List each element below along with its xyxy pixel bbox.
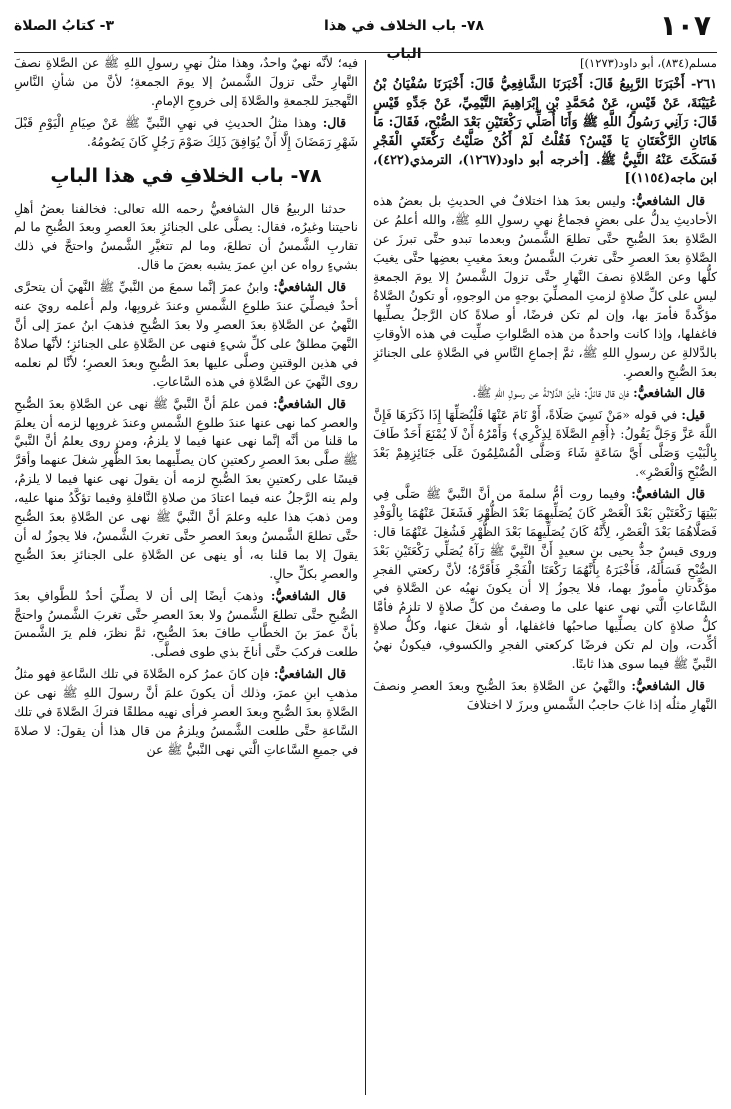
running-book-title: ٣- كتابُ الصلاة <box>14 18 115 34</box>
paragraph-text: وذهبَ أيضًا إلى أن لا يصلِّيَ أحدٌ للطَّوافِ بعدَ الصُّبحِ حتَّى تطلعَ الشَّمسُ ولا بعدَ العصرِ حتَّى تغربَ الشَّمسُ واحتجَّ بأنَّ عمرَ بنَ الخطَّابِ طافَ بعدَ الصُّبحِ، ثمَّ نظرَ، فلم يرَ الشَّمسَ طلعت فركبَ حتَّى أناخَ بذي طوى فصلَّى. <box>14 587 358 660</box>
speaker-label: قال الشافعيُّ: <box>273 395 346 411</box>
header-rule <box>14 52 717 53</box>
paragraph-text: حدثنا الربيعُ قال الشافعيُّ رحمه الله تعالى: فخالفنا بعضُ أهلِ ناحيتنا وغيرُه، فقال: يصلَّى على الجنائزِ بعدَ العصرِ وبعدَ الصُّبحِ ما لم تقاربِ الشَّمسُ أن تطلعَ، وما لم تتغيَّرِ الشَّمسُ واحتجَّ في ذلك بشيءٍ رواه عن ابنِ عمرَ يشبه بعضَ ما قال. <box>14 200 358 273</box>
paragraph <box>373 76 717 189</box>
paragraph <box>14 200 358 276</box>
right-column <box>373 54 717 1102</box>
paragraph <box>14 278 358 391</box>
page-header <box>14 6 717 62</box>
left-column-body <box>14 200 358 760</box>
paragraph-text: وابنُ عمرَ إنَّما سمعَ من النَّبيِّ ﷺ النَّهيَ أن يتحرَّى أحدٌ فيصلِّيَ عندَ طلوعِ الشَّمسِ وعندَ غروبِها، ولم أعلمه رويَ عنه النَّهيُ عن الصَّلاةِ بعدَ العصرِ ولا بعدَ الصُّبحِ فذهبَ ابنُ عمرَ إلى أنَّ النَّهيَ مطلقٌ على كلِّ شيءٍ فنهى عن الصَّلاةِ على الجنائزِ؛ لأنَّها صلاةٌ في هذين الوقتينِ وصلَّى عليها بعدَ الصُّبحِ وبعدَ العصرِ؛ لأنَّا لم نعلمه روى النَّهيَ عن الصَّلاةِ في هذه السَّاعاتِ. <box>14 279 358 389</box>
paragraph <box>373 406 717 482</box>
paragraph <box>14 665 358 760</box>
paragraph-text: وفيما روت أمُّ سلمةَ من أنَّ النَّبيَّ ﷺ صَلَّى فِي بَيْتِهَا رَكْعَتَيْنِ بَعْدَ الْعَصْرِ كَانَ يُصَلِّيهِمَا بَعْدَ الظُّهْرِ فَشَغَلَ عَنْهُمَا بِالْوَفْدِ فَصَلَّاهُمَا بَعْدَ الْعَصْرِ، لِأَنَّهُ كَانَ يُصَلِّيهِمَا بَعْدَ الظُّهْرِ فَشُغِلَ عَنْهُمَا قال: وروى قيسٌ جدُّ يحيى بنِ سعيدٍ أَنَّ النَّبِيَّ ﷺ رَآهُ يُصَلِّي رَكْعَتَيْنِ بَعْدَ الصُّبْحِ فَسَأَلَهُ، فَأَخْبَرَهُ بِأَنَّهُمَا رَكْعَتَا الْفَجْرِ فَأَقَرَّهُ؛ لأنَّ ركعتي الفجرِ مؤكَّدتانِ مأمورٌ بهما، فلا يجوزُ إلا أن يكونَ نهيُه عن الصَّلاةِ في السَّاعاتِ الَّتي نهى عنها على ما وصفتُ من كلِّ صلاةٍ لا تلزمُ فأمَّا كلُّ صلاةٍ كان يصلِّيها صاحبُها فاغفلها، أو شغلَ عنها، وكلُّ صلاةٍ أكِّدت، وإن لم تكن فرضًا كركعتي الفجرِ والكسوفِ، فيكونُ نهيُ النَّبيِّ ﷺ فيما سوى هذا ثابتًا. <box>373 485 717 672</box>
paragraph <box>373 677 717 715</box>
paragraph-text: ٢٦١- أَخْبَرَنَا الرَّبِيعُ قَالَ: أَخْبَرَنَا الشَّافِعِيُّ قَالَ: أَخْبَرَنَا سُفْيَانُ بْنُ عُيَيْنَةَ، عَنْ قَيْسٍ، عَنْ مُحَمَّدِ بْنِ إِبْرَاهِيمَ التَّيْمِيِّ، عَنْ جَدِّهِ قَيْسٍ قَالَ: رَآنِي رَسُولُ اللَّهِ ﷺ وَأَنَا أُصَلِّي رَكْعَتَيْنِ بَعْدَ الصُّبْحِ، فَقَالَ: مَا هَاتَانِ الرَّكْعَتَانِ يَا قَيْسُ؟ فَقُلْتُ لَمْ أَكُنْ صَلَّيْتُ رَكْعَتَيِ الْفَجْرِ فَسَكَتَ عَنْهُ النَّبِيُّ ﷺ. [أخرجه أبو داود(١٢٦٧)، الترمذي(٤٢٢)، ابن ماجه(١١٥٤)] <box>373 76 717 187</box>
paragraph-text: فإن قال قائلٌ: فأينَ الدَّلالةُ عن رسولِ اللهِ ﷺ. <box>472 385 634 401</box>
left-column-top <box>14 54 358 152</box>
paragraph-text: فإن كانَ عمرُ كره الصَّلاةَ في تلك السَّاعةِ فهو مثلُ مذهبِ ابنِ عمرَ، وذلك أن يكونَ علمَ أنَّ رسولَ اللهِ ﷺ نهى عن الصَّلاةِ بعدَ الصُّبحِ وبعدَ العصرِ فرأى نهيه مطلقًا فتركَ الصَّلاةَ في تلك السَّاعةِ حتَّى طلعت الشَّمسُ ويلزمُ من قال هذا أن يقولَ: لا صلاةَ في جميعِ السَّاعاتِ الَّتي نهى النَّبيُّ ﷺ عن <box>14 666 358 757</box>
paragraph-text: والنَّهيُ عن الصَّلاةِ بعدَ الصُّبحِ وبعدَ العصرِ ونصفَ النَّهارِ مثلُه إذا غابَ حاجبُ الشَّمسِ وبرزَ لا اختلافَ <box>373 678 717 712</box>
paragraph <box>14 114 358 152</box>
speaker-label: قال الشافعيُّ: <box>270 587 346 603</box>
paragraph <box>373 54 717 73</box>
left-column <box>14 54 358 1102</box>
paragraph <box>373 485 717 674</box>
speaker-label: قال: <box>322 114 346 130</box>
running-chapter-title: ٧٨- باب الخلاف في هذا الباب <box>324 18 484 62</box>
speaker-label: قال الشافعيُّ: <box>631 678 705 693</box>
speaker-label: قال الشافعيُّ: <box>631 193 705 209</box>
speaker-label: قال الشافعيُّ: <box>273 666 346 682</box>
page-number: ١٠٧ <box>659 9 711 42</box>
section-heading: ٧٨- باب الخلافِ في هذا البابِ <box>50 164 322 187</box>
paragraph-text: في قوله «مَنْ نَسِيَ صَلَاةً، أَوْ نَامَ عَنْهَا فَلْيُصَلِّهَا إِذَا ذَكَرَهَا فَإِنَّ اللَّهَ عَزَّ وَجَلَّ يَقُولُ: ﴿أَقِمِ الصَّلَاةَ لِذِكْرِي﴾ وَأَمْرُهُ أَنْ لَا يُمْنَعَ أَحَدٌ طَافَ بِالْبَيْتِ وَصَلَّى أَيَّ سَاعَةٍ شَاءَ وَصَلَّى الْمُسْلِمُونَ عَلَى جَنَائِزِهِمْ بَعْدَ الصُّبْحِ وَالْعَصْرِ». <box>373 407 717 480</box>
paragraph-text: وهذا مثلُ الحديثِ في نهيِ النَّبيِّ ﷺ عَنْ صِيَامِ الْيَوْمِ قَبْلَ شَهْرِ رَمَضَانَ إِلَّا أَنْ يُوَافِقَ ذَلِكَ صَوْمَ رَجُلٍ كَانَ يَصُومُهُ. <box>14 114 358 149</box>
paragraph <box>373 192 717 381</box>
speaker-label: قال الشافعيُّ: <box>633 385 705 401</box>
paragraph-text: مسلم(٨٣٤)، أبو داود(١٢٧٣)] <box>579 56 717 70</box>
paragraph <box>14 587 358 663</box>
paragraph-text: فيه؛ لأنَّه نهيٌ واحدٌ، وهذا مثلُ نهيِ رسولِ اللهِ ﷺ عن الصَّلاةِ نصفَ النَّهارِ حتَّى تزولَ الشَّمسُ إلا يومَ الجمعةِ؛ لأنَّ من شأنِ النَّاسِ التَّهجيرَ للجمعةِ والصَّلاةَ إلى خروجِ الإمامِ. <box>14 55 358 108</box>
column-divider <box>365 60 366 1095</box>
paragraph-text: فمن علمَ أنَّ النَّبيَّ ﷺ نهى عن الصَّلاةِ بعدَ الصُّبحِ والعصرِ كما نهى عنها عندَ طلوعِ الشَّمسِ وعندَ غروبِها لزمه أن يعلمَ ما قلنا من أنَّه إنَّما نهى عنها فيما لا يلزمُ، ومن روى يعلمُ أنَّ النَّبيَّ ﷺ صلَّى بعدَ العصرِ ركعتينِ كان يصلِّيهما بعدَ الظُّهرِ شغلَ عنهما وأقرَّ قيسًا على ركعتينِ بعدَ الصُّبحِ لزمه أن يقولَ نهى عنها فيما لا يلزمُ، ولم ينه الرَّجلُ عنه فيما اعتادَ من صلاةِ النَّافلةِ وفيما تؤكَّدُ منها عليه، ومن ذهبَ هذا عليه وعلمَ أنَّ النَّبيَّ ﷺ نهى عن الصَّلاةِ بعدَ الصُّبحِ حتَّى تطلعَ الشَّمسُ وبعدَ العصرِ حتَّى تغربَ الشَّمسُ، فلا يجوزُ له أن يقولَ إلا بما قلنا به، أو ينهى عن الصَّلاةِ على الجنائزِ بعدَ الصُّبحِ والعصرِ بكلِّ حالٍ. <box>14 395 358 581</box>
paragraph <box>14 395 358 584</box>
paragraph <box>373 384 717 403</box>
paragraph-text: وليس بعدَ هذا اختلافٌ في الحديثِ بل بعضُ هذه الأحاديثِ يدلُّ على بعضٍ فجماعُ نهيِ رسولِ اللهِ ﷺ، والله أعلمُ عن الصَّلاةِ بعدَ الصُّبحِ حتَّى تطلعَ الشَّمسُ وبعدما تبدو حتَّى تبرزَ عن الصَّلاةِ بعدَ العصرِ حتَّى تغربَ الشَّمسُ وبعدَ مغيبِ بعضِها حتَّى يغيبَ كلُّها وعن الصَّلاةِ نصفَ النَّهارِ حتَّى تزولَ الشَّمسُ إلا يومَ الجمعةِ ليس على كلِّ صلاةٍ لزمتِ المصلِّيَ بوجهٍ من الوجوهِ، أو تكونُ الصَّلاةُ مؤكَّدةً فأمرَ بها، وإن لم تكن فرضًا، أو صلاةً كان الرَّجلُ يصلِّيها فاغفلها، وإذا كانت واحدةٌ من هذه الصَّلواتِ صلِّيت في هذه الأوقاتِ بالدَّلالةِ عن رسولِ اللهِ ﷺ، ثمَّ إجماعِ النَّاسِ في الصَّلاةِ على الجنائزِ بعدَ الصُّبحِ والعصرِ. <box>373 193 717 379</box>
speaker-label: قيل: <box>681 407 705 423</box>
speaker-label: قال الشافعيُّ: <box>631 485 705 501</box>
speaker-label: قال الشافعيُّ: <box>273 279 346 295</box>
paragraph <box>14 54 358 111</box>
